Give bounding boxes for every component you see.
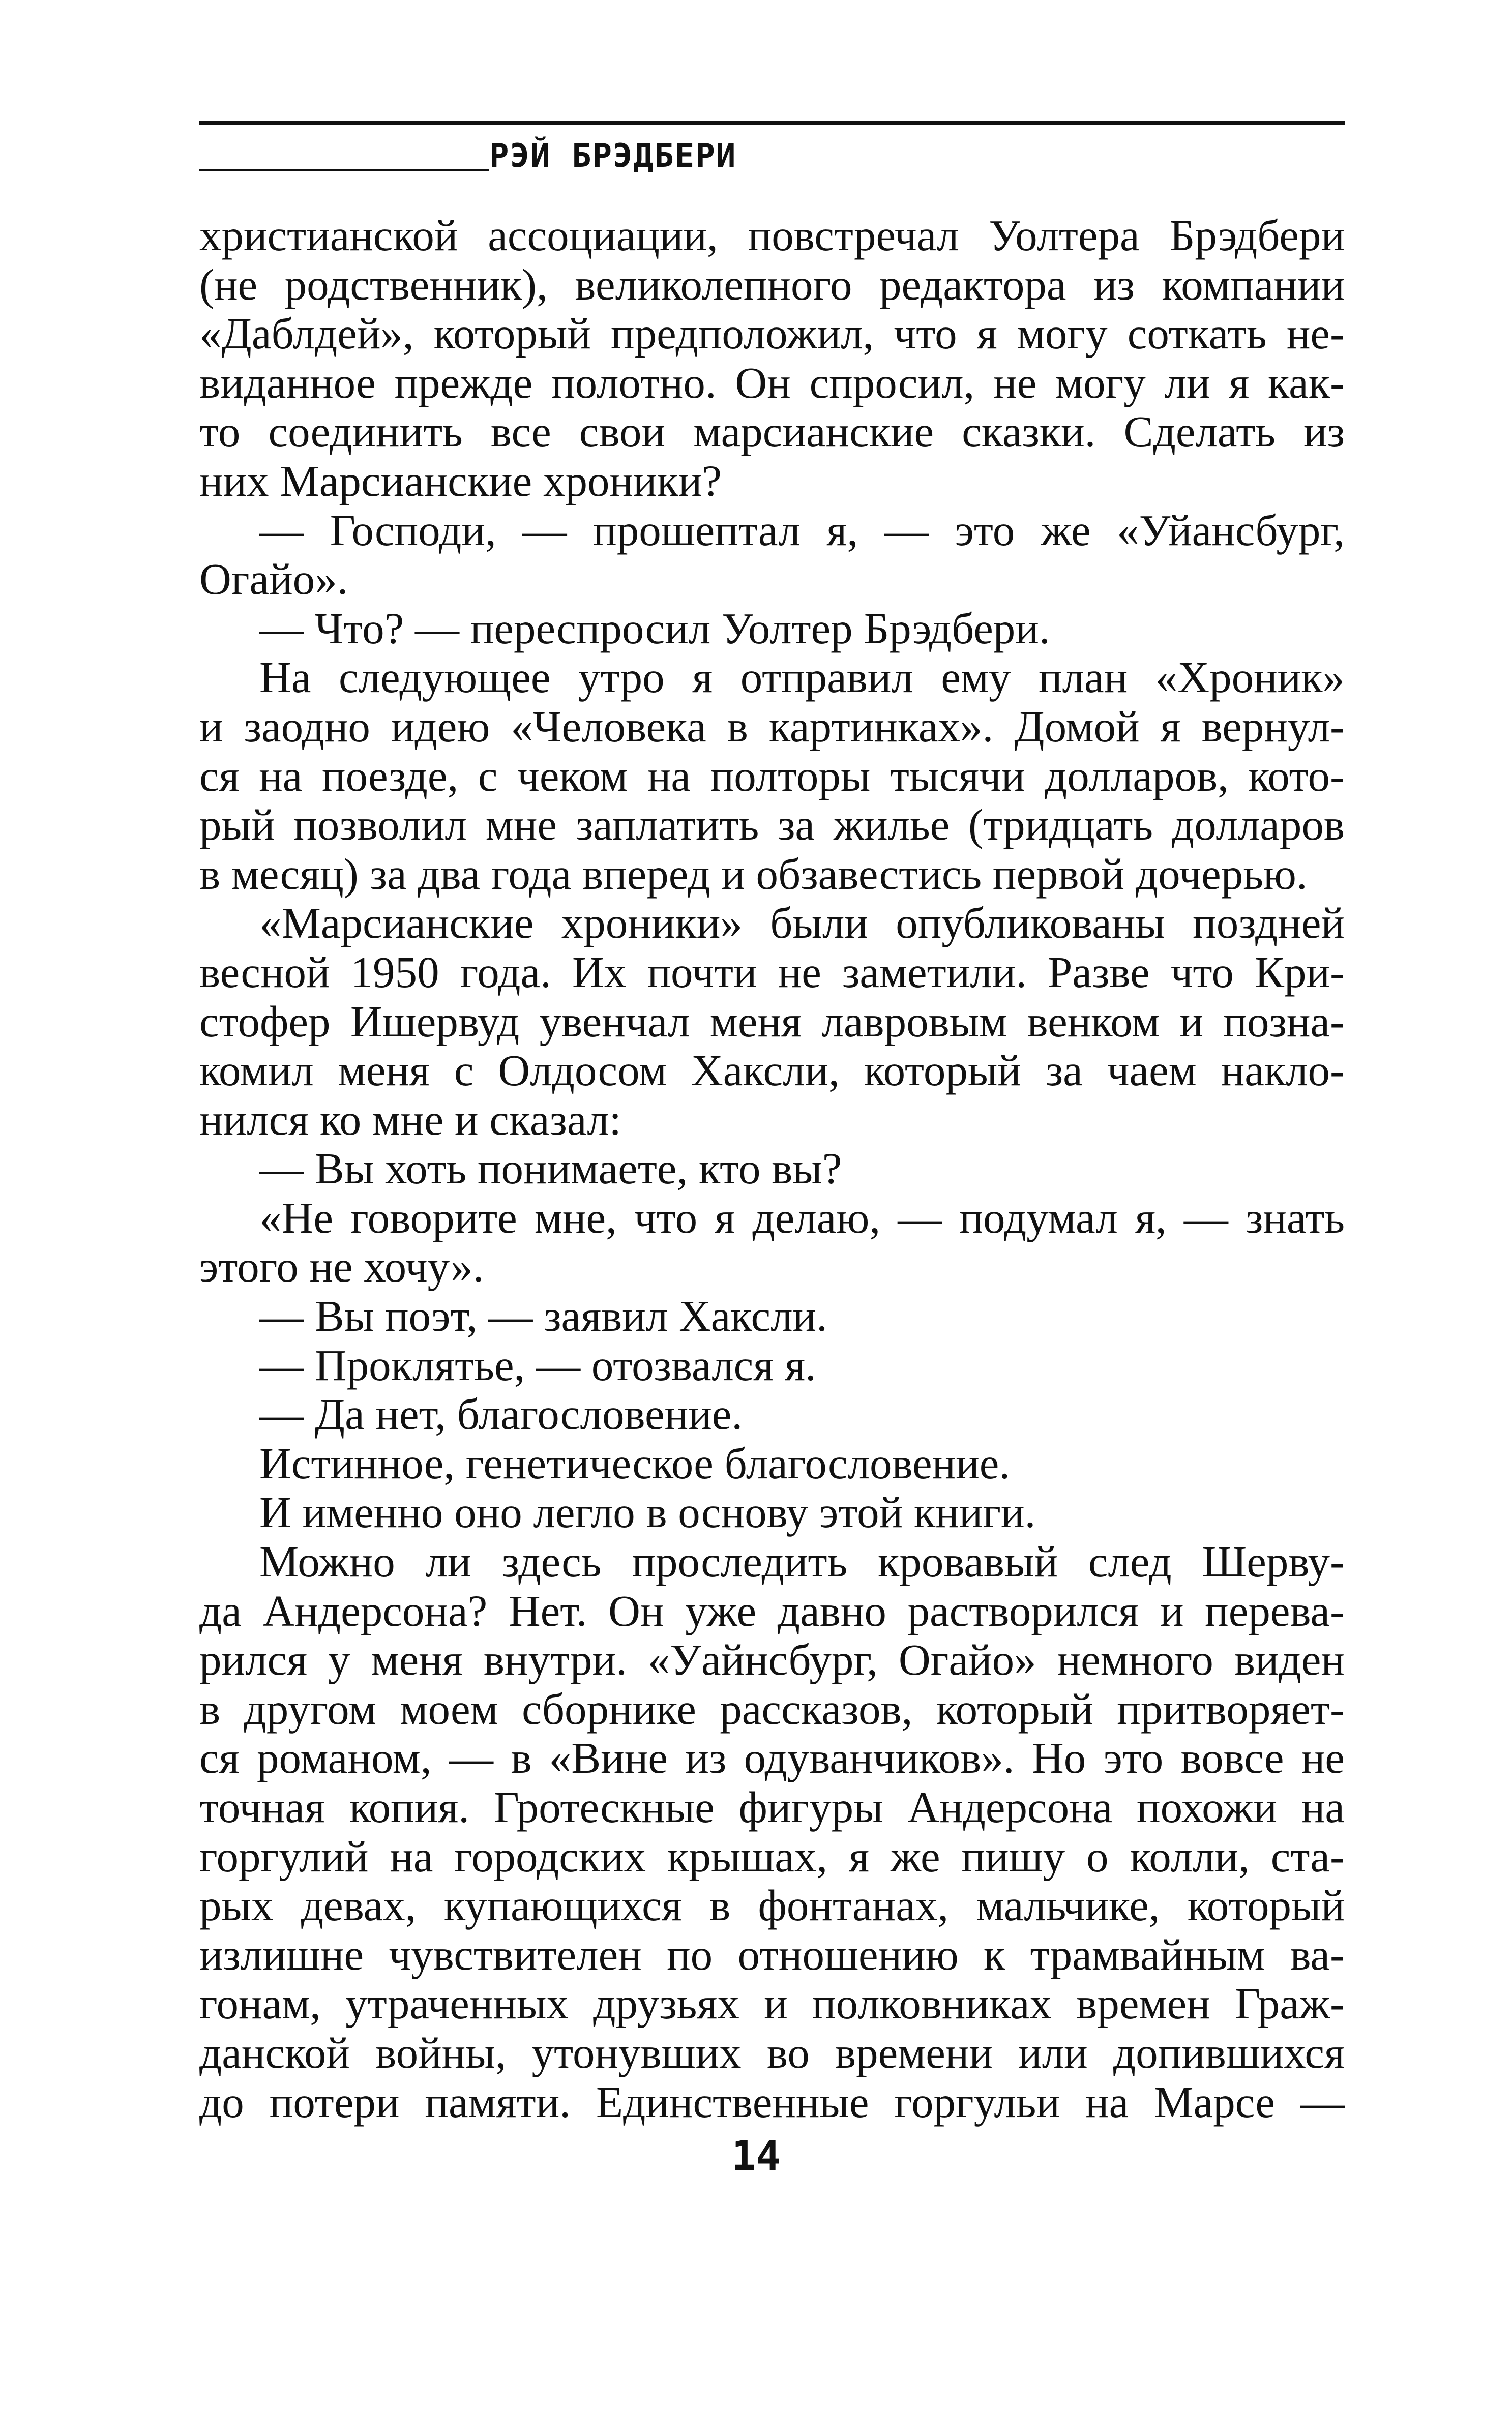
text-line: горгулий на городских крышах, я же пишу о колли, ста- (199, 1831, 1345, 1881)
text-line: — Да нет, благословение. (259, 1389, 743, 1439)
text-line: ся романом, — в «Вине из одуванчиков». Но это вовсе не (199, 1733, 1345, 1783)
text-line: Огайо». (199, 554, 348, 604)
text-line: весной 1950 года. Их почти не заметили. Разве что Кри- (199, 947, 1345, 997)
header-rule (199, 121, 1345, 125)
text-line: — Проклятье, — отозвался я. (259, 1340, 816, 1390)
text-line: — Господи, — прошептал я, — это же «Уйансбург, (259, 505, 1345, 555)
body-text (199, 211, 1345, 2127)
running-head (199, 133, 1345, 179)
text-line: — Вы поэт, — заявил Хаксли. (259, 1291, 827, 1341)
text-line: (не родственник), великолепного редактора из компании (199, 259, 1345, 309)
page-number: 14 (731, 2132, 781, 2180)
text-line: И именно оно легло в основу этой книги. (259, 1487, 1036, 1537)
text-line: то соединить все свои марсианские сказки. Сделать из (199, 407, 1345, 457)
text-line: в месяц) за два года вперед и обзавестись первой дочерью. (199, 849, 1308, 899)
text-line: да Андерсона? Нет. Он уже давно растворился и перева- (199, 1586, 1345, 1635)
text-line: рился у меня внутри. «Уайнсбург, Огайо» немного виден (199, 1635, 1345, 1685)
text-line: них Марсианские хроники? (199, 456, 722, 505)
text-line: в другом моем сборнике рассказов, который притворяет- (199, 1684, 1345, 1734)
text-line: виданное прежде полотно. Он спросил, не могу ли я как- (199, 358, 1345, 407)
text-line: «Не говорите мне, что я делаю, — подумал я, — знать (259, 1193, 1345, 1242)
text-line: данской войны, утонувших во времени или допившихся (199, 2028, 1345, 2077)
text-line: «Марсианские хроники» были опубликованы поздней (259, 898, 1345, 948)
text-line: — Вы хоть понимаете, кто вы? (259, 1144, 842, 1194)
text-line: ся на поезде, с чеком на полторы тысячи долларов, кото- (199, 751, 1345, 800)
running-head-leader-line (199, 169, 489, 171)
text-line: нился ко мне и сказал: (199, 1094, 621, 1144)
text-line: — Что? — переспросил Уолтер Брэдбери. (259, 603, 1050, 653)
running-head-title: РЭЙ БРЭДБЕРИ (489, 137, 737, 175)
text-line: излишне чувствителен по отношению к трамвайным ва- (199, 1929, 1345, 1979)
text-line: христианской ассоциации, повстречал Уолтера Брэдбери (199, 211, 1345, 260)
text-line: рых девах, купающихся в фонтанах, мальчике, который (199, 1881, 1345, 1930)
text-line: этого не хочу». (199, 1242, 484, 1292)
text-line: до потери памяти. Единственные горгульи на Марсе — (199, 2077, 1345, 2127)
text-line: комил меня с Олдосом Хаксли, который за чаем накло- (199, 1046, 1345, 1095)
text-line: Истинное, генетическое благословение. (259, 1438, 1011, 1488)
text-line: «Даблдей», который предположил, что я могу соткать не- (199, 309, 1345, 359)
text-line: На следующее утро я отправил ему план «Хроник» (259, 652, 1345, 702)
text-line: точная копия. Гротескные фигуры Андерсона похожи на (199, 1782, 1345, 1832)
text-line: и заодно идею «Человека в картинках». Домой я вернул- (199, 701, 1345, 751)
text-line: Можно ли здесь проследить кровавый след Шерву- (259, 1537, 1345, 1587)
text-line: гонам, утраченных друзьях и полковниках времен Граж- (199, 1979, 1345, 2029)
text-line: стофер Ишервуд увенчал меня лавровым венком и позна- (199, 996, 1345, 1046)
text-line: рый позволил мне заплатить за жилье (тридцать долларов (199, 800, 1345, 850)
